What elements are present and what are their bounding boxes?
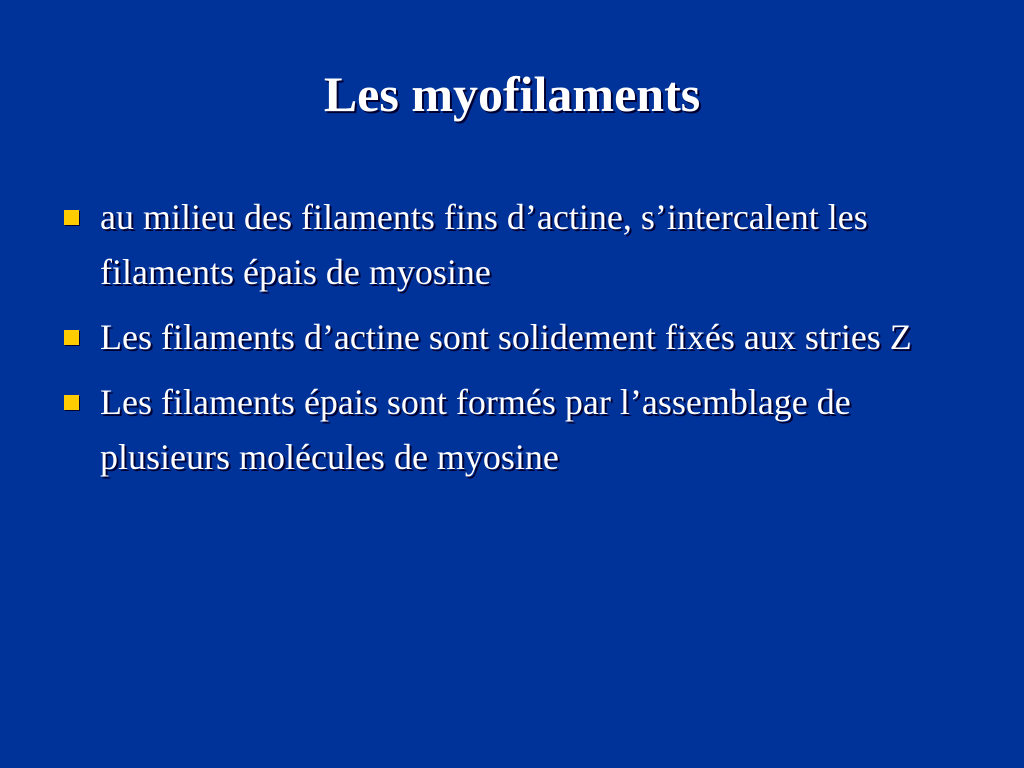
square-bullet-icon — [64, 330, 79, 345]
square-bullet-icon — [64, 210, 79, 225]
slide-title: Les myofilaments — [323, 66, 701, 122]
bullet-text: au milieu des filaments fins d’actine, s’intercalent les filaments épais de myosine — [100, 197, 868, 292]
bullet-item — [62, 310, 972, 365]
bullet-item — [62, 190, 972, 300]
bullet-text: Les filaments épais sont formés par l’assemblage de plusieurs molécules de myosine — [100, 382, 851, 477]
bullet-item — [62, 375, 972, 485]
bullet-list — [62, 190, 972, 495]
bullet-text: Les filaments d’actine sont solidement fixés aux stries Z — [100, 317, 912, 357]
square-bullet-icon — [64, 395, 79, 410]
